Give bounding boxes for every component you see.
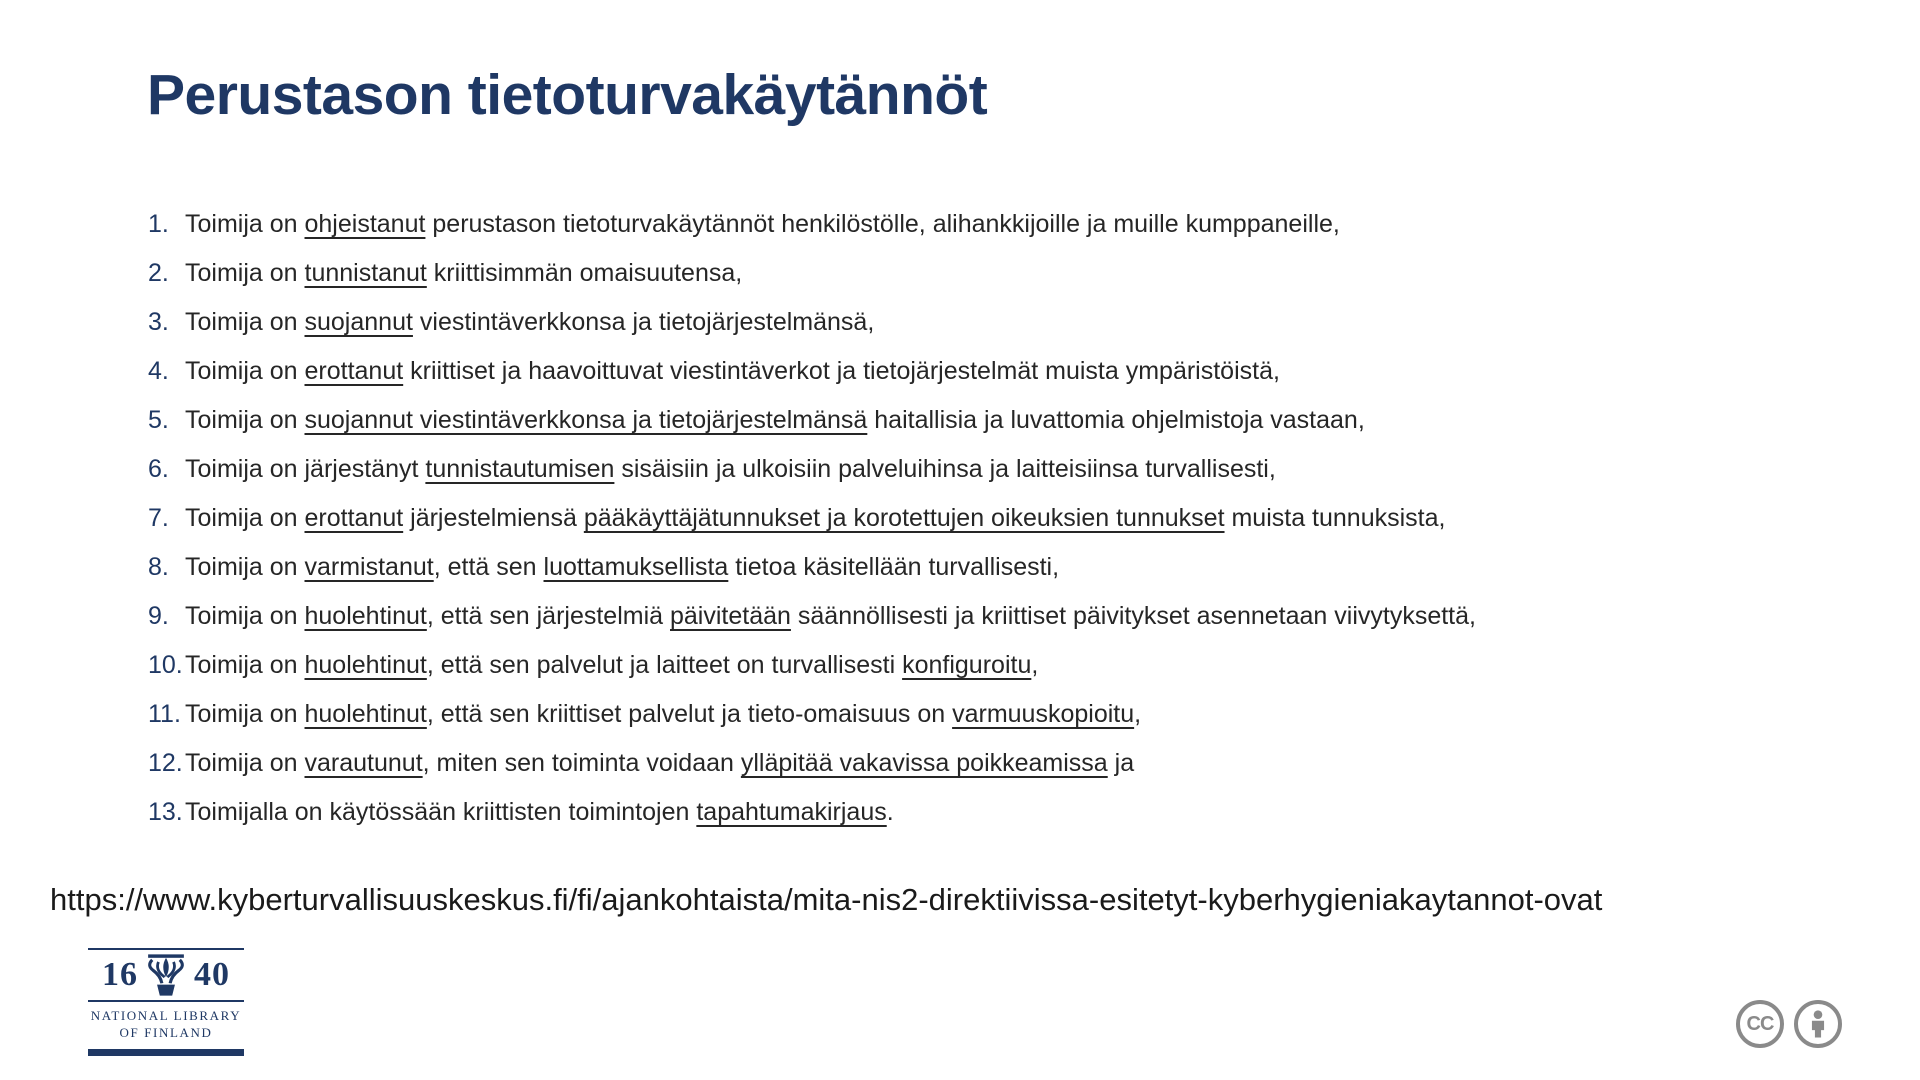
- list-item-text: Toimija on erottanut järjestelmiensä pääkäyttäjätunnukset ja korotettujen oikeuksien tunnukset muista tunnuksista,: [185, 504, 1446, 532]
- list-item: [148, 445, 1888, 494]
- list-item: [148, 200, 1888, 249]
- list-item: [148, 641, 1888, 690]
- practices-list: [148, 200, 1888, 837]
- list-item: [148, 249, 1888, 298]
- list-item-text: Toimija on tunnistanut kriittisimmän omaisuutensa,: [185, 259, 743, 287]
- list-item-number: 5.: [148, 406, 169, 434]
- source-url[interactable]: https://www.kyberturvallisuuskeskus.fi/fi/ajankohtaista/mita-nis2-direktiivissa-esitetyt-kyberhygieniakaytannot-ovat: [50, 882, 1603, 917]
- list-item-text: Toimija on suojannut viestintäverkkonsa ja tietojärjestelmänsä haitallisia ja luvattomia ohjelmistoja vastaan,: [185, 406, 1365, 434]
- list-item-number: 10.: [148, 651, 183, 679]
- logo-year-right: 40: [194, 956, 230, 993]
- cc-license-badges: [1736, 1000, 1842, 1048]
- list-item-number: 13.: [148, 798, 183, 826]
- logo-name-line1: NATIONAL LIBRARY: [90, 1008, 242, 1023]
- list-item-text: Toimija on järjestänyt tunnistautumisen sisäisiin ja ulkoisiin palveluihinsa ja laitteisiinsa turvallisesti,: [185, 455, 1276, 483]
- list-item-number: 3.: [148, 308, 169, 336]
- list-item: [148, 739, 1888, 788]
- page-title: Perustason tietoturvakäytännöt: [147, 63, 988, 127]
- list-item: [148, 690, 1888, 739]
- national-library-logo: [88, 948, 244, 1056]
- list-item-text: Toimija on varmistanut, että sen luottamuksellista tietoa käsitellään turvallisesti,: [185, 553, 1060, 581]
- list-item-text: Toimija on varautunut, miten sen toiminta voidaan ylläpitää vakavissa poikkeamissa ja: [185, 749, 1135, 777]
- list-item-text: Toimija on huolehtinut, että sen järjestelmiä päivitetään säännöllisesti ja kriittiset päivitykset asennetaan viivytyksettä,: [185, 602, 1476, 630]
- list-item: [148, 347, 1888, 396]
- list-item-text: Toimija on huolehtinut, että sen kriittiset palvelut ja tieto-omaisuus on varmuuskopioitu,: [185, 700, 1142, 728]
- logo-middle-rule: [88, 1000, 244, 1002]
- column-capital-icon: [144, 952, 188, 998]
- list-item-text: Toimija on ohjeistanut perustason tietoturvakäytännöt henkilöstölle, alihankkijoille ja muille kumppaneille,: [185, 210, 1340, 238]
- list-item: [148, 298, 1888, 347]
- cc-icon-label: CC: [1746, 1012, 1774, 1035]
- logo-year-row: [88, 950, 244, 1000]
- list-item: [148, 592, 1888, 641]
- list-item-text: Toimijalla on käytössään kriittisten toimintojen tapahtumakirjaus.: [185, 798, 894, 826]
- list-item-number: 9.: [148, 602, 169, 630]
- list-item-number: 1.: [148, 210, 169, 238]
- logo-name-line2: OF FINLAND: [119, 1025, 213, 1040]
- logo-bottom-bar: [88, 1049, 244, 1056]
- logo-year-left: 16: [102, 956, 138, 993]
- list-item-number: 4.: [148, 357, 169, 385]
- list-item-number: 11.: [148, 700, 181, 728]
- list-item-text: Toimija on erottanut kriittiset ja haavoittuvat viestintäverkot ja tietojärjestelmät muista ympäristöistä,: [185, 357, 1280, 385]
- list-item-number: 12.: [148, 749, 183, 777]
- list-item-number: 2.: [148, 259, 169, 287]
- attribution-person-icon: [1794, 1000, 1842, 1048]
- cc-icon: [1736, 1000, 1784, 1048]
- list-item-text: Toimija on huolehtinut, että sen palvelut ja laitteet on turvallisesti konfiguroitu,: [185, 651, 1039, 679]
- list-item-text: Toimija on suojannut viestintäverkkonsa ja tietojärjestelmänsä,: [185, 308, 875, 336]
- list-item-number: 6.: [148, 455, 169, 483]
- list-item: [148, 396, 1888, 445]
- list-item-number: 8.: [148, 553, 169, 581]
- list-item: [148, 543, 1888, 592]
- list-item: [148, 494, 1888, 543]
- list-item-number: 7.: [148, 504, 169, 532]
- list-item: [148, 788, 1888, 837]
